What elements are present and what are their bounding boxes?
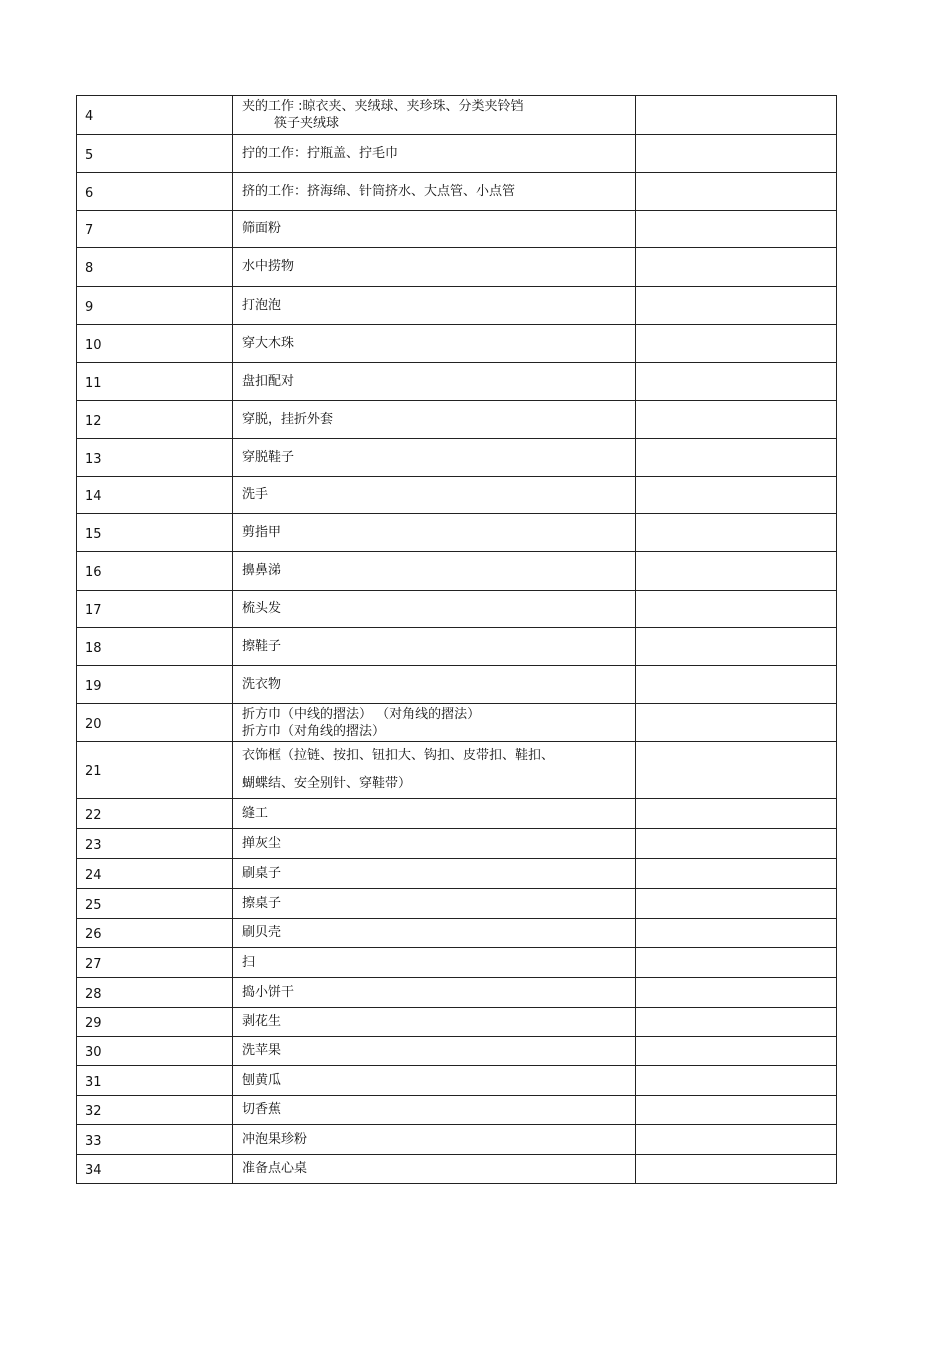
activity-cell (233, 829, 636, 859)
row-number: 14 (77, 477, 233, 514)
activity-cell (233, 704, 636, 742)
activity-text: 洗手 (242, 487, 269, 502)
table-row (77, 477, 837, 514)
notes-cell (636, 363, 837, 401)
activity-text: 挤的工作：挤海绵、针筒挤水、大点管、小点管 (242, 183, 516, 199)
row-number: 6 (77, 173, 233, 211)
row-number: 18 (77, 628, 233, 666)
notes-cell (636, 742, 837, 799)
notes-cell (636, 211, 837, 248)
activity-text: 穿大木珠 (242, 335, 295, 351)
activity-cell (233, 401, 636, 439)
row-number: 27 (77, 948, 233, 978)
table-row (77, 514, 837, 552)
activity-text: 筷子夹绒球 (274, 116, 340, 131)
row-number: 9 (77, 287, 233, 325)
notes-cell (636, 439, 837, 477)
activity-text: 剥花生 (242, 1014, 282, 1029)
activity-cell (233, 211, 636, 248)
table-row (77, 742, 837, 799)
table-row (77, 704, 837, 742)
activity-text: 穿脱鞋子 (242, 449, 295, 465)
table-row (77, 248, 837, 287)
row-number: 20 (77, 704, 233, 742)
table-row (77, 363, 837, 401)
row-number: 10 (77, 325, 233, 363)
activity-text: 准备点心桌 (242, 1161, 308, 1176)
activity-cell (233, 799, 636, 829)
activity-text: 刷桌子 (242, 865, 282, 881)
notes-cell (636, 889, 837, 919)
notes-cell (636, 173, 837, 211)
notes-cell (636, 859, 837, 889)
row-number: 17 (77, 591, 233, 628)
activity-text: 蝴蝶结、安全别针、穿鞋带） (242, 776, 412, 791)
table-row (77, 325, 837, 363)
activity-cell (233, 591, 636, 628)
activity-cell (233, 552, 636, 591)
activity-text: 扫 (242, 954, 256, 970)
activity-text: 拧的工作：拧瓶盖、拧毛巾 (242, 145, 399, 161)
activity-text: 剪指甲 (242, 524, 282, 540)
row-number: 13 (77, 439, 233, 477)
activity-text: 洗衣物 (242, 676, 282, 692)
table-row (77, 978, 837, 1008)
row-number: 4 (77, 96, 233, 135)
table-row (77, 401, 837, 439)
table-row (77, 628, 837, 666)
activity-text: 衣饰框（拉链、按扣、钮扣大、钩扣、皮带扣、鞋扣、 (242, 748, 555, 763)
row-number: 24 (77, 859, 233, 889)
notes-cell (636, 591, 837, 628)
row-number: 25 (77, 889, 233, 919)
activity-cell (233, 248, 636, 287)
notes-cell (636, 401, 837, 439)
activity-text: 水中捞物 (242, 259, 295, 274)
activity-cell (233, 1155, 636, 1184)
table-row (77, 829, 837, 859)
activity-text: 冲泡果珍粉 (242, 1131, 308, 1147)
notes-cell (636, 514, 837, 552)
activity-cell (233, 628, 636, 666)
row-number: 31 (77, 1066, 233, 1096)
table-row (77, 859, 837, 889)
row-number: 32 (77, 1096, 233, 1125)
row-number: 19 (77, 666, 233, 704)
row-number: 22 (77, 799, 233, 829)
activity-text: 打泡泡 (242, 297, 282, 313)
activity-text: 洗苹果 (242, 1043, 282, 1058)
row-number: 28 (77, 978, 233, 1008)
row-number: 34 (77, 1155, 233, 1184)
activity-cell (233, 978, 636, 1008)
table-row (77, 552, 837, 591)
notes-cell (636, 96, 837, 135)
activity-cell (233, 173, 636, 211)
row-number: 33 (77, 1125, 233, 1155)
activity-cell (233, 477, 636, 514)
table-row (77, 1066, 837, 1096)
notes-cell (636, 704, 837, 742)
table-row (77, 1155, 837, 1184)
notes-cell (636, 1096, 837, 1125)
table-row (77, 948, 837, 978)
notes-cell (636, 829, 837, 859)
activity-cell (233, 859, 636, 889)
notes-cell (636, 666, 837, 704)
activity-cell (233, 1125, 636, 1155)
activity-cell (233, 1037, 636, 1066)
activity-cell (233, 1096, 636, 1125)
activity-cell (233, 363, 636, 401)
activity-cell (233, 889, 636, 919)
notes-cell (636, 135, 837, 173)
row-number: 15 (77, 514, 233, 552)
activity-cell (233, 742, 636, 799)
activity-cell (233, 325, 636, 363)
activity-cell (233, 1008, 636, 1037)
table-row (77, 1125, 837, 1155)
table-row (77, 1008, 837, 1037)
notes-cell (636, 1008, 837, 1037)
notes-cell (636, 799, 837, 829)
activity-cell (233, 96, 636, 135)
row-number: 30 (77, 1037, 233, 1066)
table-row (77, 591, 837, 628)
row-number: 16 (77, 552, 233, 591)
table-row (77, 173, 837, 211)
row-number: 8 (77, 248, 233, 287)
notes-cell (636, 628, 837, 666)
table-row (77, 666, 837, 704)
row-number: 11 (77, 363, 233, 401)
table-row (77, 439, 837, 477)
notes-cell (636, 1037, 837, 1066)
notes-cell (636, 1155, 837, 1184)
activity-text: 擤鼻涕 (242, 563, 282, 578)
activity-text: 盘扣配对 (242, 373, 295, 389)
activity-cell (233, 919, 636, 948)
notes-cell (636, 248, 837, 287)
activity-cell (233, 666, 636, 704)
notes-cell (636, 325, 837, 363)
table-row (77, 96, 837, 135)
notes-cell (636, 477, 837, 514)
activity-text: 擦桌子 (242, 895, 282, 911)
activity-cell (233, 135, 636, 173)
notes-cell (636, 287, 837, 325)
table-row (77, 211, 837, 248)
table-row (77, 889, 837, 919)
table-row (77, 1037, 837, 1066)
activity-table-body (77, 96, 837, 1184)
activity-text: 捣小饼干 (242, 984, 295, 1000)
activity-text: 折方巾（中线的摺法） （对角线的摺法） (242, 706, 481, 722)
activity-cell (233, 287, 636, 325)
notes-cell (636, 1125, 837, 1155)
activity-cell (233, 439, 636, 477)
row-number: 7 (77, 211, 233, 248)
activity-cell (233, 1066, 636, 1096)
notes-cell (636, 919, 837, 948)
notes-cell (636, 552, 837, 591)
activity-text: 筛面粉 (242, 221, 282, 236)
row-number: 12 (77, 401, 233, 439)
activity-text: 刷贝壳 (242, 925, 282, 940)
table-row (77, 287, 837, 325)
table-row (77, 1096, 837, 1125)
activity-text: 掸灰尘 (242, 835, 282, 851)
table-row (77, 135, 837, 173)
activity-text: 夹的工作 :晾衣夹、夹绒球、夹珍珠、分类夹铃铛 (242, 99, 524, 114)
activity-text: 擦鞋子 (242, 638, 282, 654)
notes-cell (636, 1066, 837, 1096)
table-row (77, 799, 837, 829)
row-number: 21 (77, 742, 233, 799)
row-number: 26 (77, 919, 233, 948)
notes-cell (636, 948, 837, 978)
activity-text: 刨黄瓜 (242, 1072, 282, 1088)
activity-text: 切香蕉 (242, 1102, 282, 1117)
activity-text: 缝工 (242, 805, 269, 821)
row-number: 5 (77, 135, 233, 173)
table-row (77, 919, 837, 948)
activity-text: 折方巾（对角线的摺法） (242, 723, 386, 739)
activity-table (76, 95, 837, 1184)
row-number: 29 (77, 1008, 233, 1037)
activity-cell (233, 948, 636, 978)
notes-cell (636, 978, 837, 1008)
row-number: 23 (77, 829, 233, 859)
activity-cell (233, 514, 636, 552)
activity-text: 梳头发 (242, 601, 282, 616)
activity-text: 穿脱，挂折外套 (242, 411, 334, 427)
